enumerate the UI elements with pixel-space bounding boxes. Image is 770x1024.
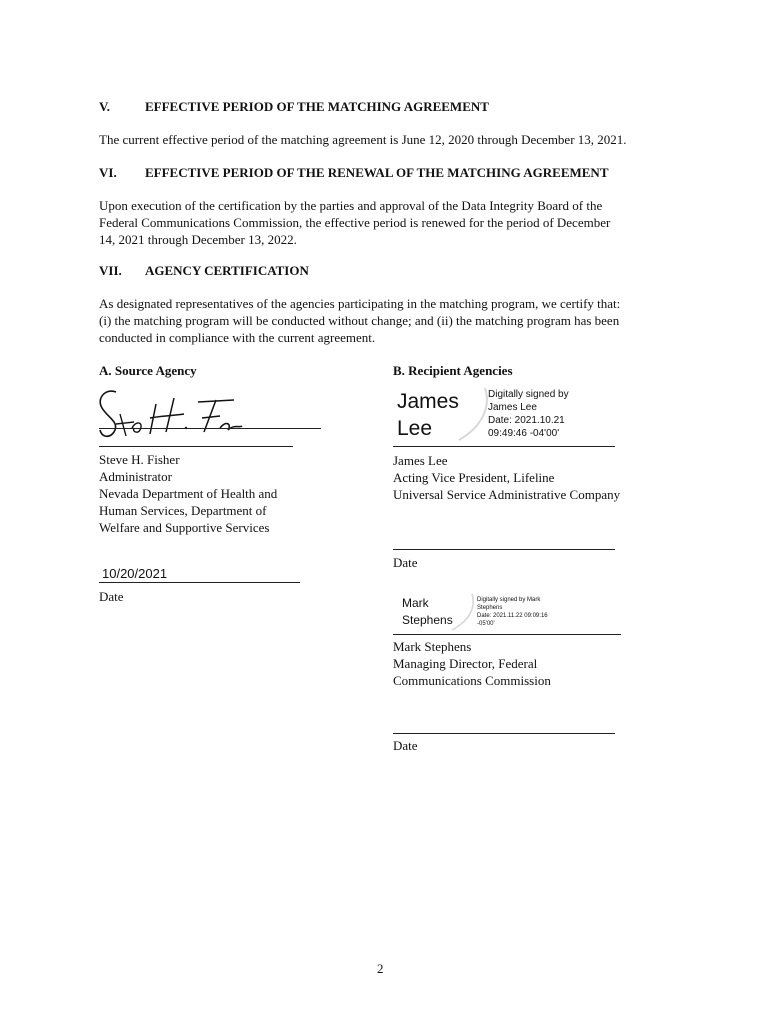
recipient1-signer-title: Acting Vice President, Lifeline bbox=[393, 470, 555, 485]
source-signer-org: Nevada Department of Health and bbox=[99, 486, 278, 501]
recipient1-date-label: Date bbox=[393, 555, 418, 570]
recipient2-signer-org: Communications Commission bbox=[393, 673, 551, 688]
source-signer-name: Steve H. Fisher bbox=[99, 452, 180, 467]
recipient1-signer-org: Universal Service Administrative Company bbox=[393, 487, 621, 502]
section-6-line: Federal Communications Commission, the effective period is renewed for the period of December bbox=[99, 215, 611, 230]
handwritten-signature bbox=[94, 384, 274, 444]
source-agency-heading: A. Source Agency bbox=[99, 363, 197, 378]
section-5-number: V. bbox=[99, 99, 110, 114]
recipient1-signer-name: James Lee bbox=[393, 453, 448, 468]
section-6-line: Upon execution of the certification by the parties and approval of the Data Integrity Board of the bbox=[99, 198, 603, 213]
source-signature-line bbox=[99, 428, 321, 429]
stamp-line: Stephens bbox=[477, 605, 503, 611]
source-signature-line bbox=[99, 446, 293, 447]
source-date-label: Date bbox=[99, 589, 124, 604]
digital-signature-last-name: Lee bbox=[397, 417, 433, 440]
digital-signature-james-lee bbox=[393, 386, 618, 442]
section-6-heading: EFFECTIVE PERIOD OF THE RENEWAL OF THE MATCHING AGREEMENT bbox=[145, 165, 609, 180]
stamp-line: Date: 2021.10.21 bbox=[488, 415, 565, 426]
recipient1-signature-line bbox=[393, 446, 615, 447]
digital-signature-first-name: Mark bbox=[402, 596, 429, 610]
stamp-line: 09:49:46 -04'00' bbox=[488, 428, 560, 439]
source-signer-org: Human Services, Department of bbox=[99, 503, 267, 518]
recipient2-date-label: Date bbox=[393, 738, 418, 753]
digital-signature-name bbox=[397, 388, 459, 442]
section-7-heading: AGENCY CERTIFICATION bbox=[145, 263, 309, 278]
recipient1-date-line bbox=[393, 549, 615, 550]
page-number: 2 bbox=[377, 961, 384, 976]
source-signer-title: Administrator bbox=[99, 469, 172, 484]
digital-signature-stamp bbox=[488, 388, 569, 440]
section-6-number: VI. bbox=[99, 165, 117, 180]
recipient2-signer-title: Managing Director, Federal bbox=[393, 656, 538, 671]
signature-swoosh-icon bbox=[453, 386, 493, 442]
stamp-line: Date: 2021.11.22 09:09:16 bbox=[477, 613, 548, 619]
recipient2-date-line bbox=[393, 733, 615, 734]
digital-signature-last-name: Stephens bbox=[402, 613, 453, 627]
stamp-line: Digitally signed by Mark bbox=[477, 597, 541, 603]
section-6-body bbox=[99, 197, 669, 248]
section-5-body: The current effective period of the matching agreement is June 12, 2020 through December 13, 2021. bbox=[99, 132, 627, 147]
source-signer-block bbox=[99, 451, 277, 536]
section-7-line: (i) the matching program will be conducted without change; and (ii) the matching program has been bbox=[99, 313, 620, 328]
section-7-body bbox=[99, 295, 669, 346]
recipient2-signer-name: Mark Stephens bbox=[393, 639, 472, 654]
stamp-line: James Lee bbox=[488, 402, 537, 413]
stamp-line: Digitally signed by bbox=[488, 389, 569, 400]
digital-signature-mark-stephens bbox=[393, 592, 623, 632]
digital-signature-name bbox=[402, 595, 453, 629]
recipient1-signer-block bbox=[393, 452, 620, 503]
digital-signature-stamp bbox=[477, 596, 548, 628]
section-6-line: 14, 2021 through December 13, 2022. bbox=[99, 232, 297, 247]
source-signer-org: Welfare and Supportive Services bbox=[99, 520, 270, 535]
section-7-line: conducted in compliance with the current agreement. bbox=[99, 330, 376, 345]
recipient2-signature-line bbox=[393, 634, 621, 635]
stamp-line: -05'00' bbox=[477, 621, 495, 627]
recipient-agencies-heading: B. Recipient Agencies bbox=[393, 363, 513, 378]
section-5-heading: EFFECTIVE PERIOD OF THE MATCHING AGREEMENT bbox=[145, 99, 489, 114]
source-date-value: 10/20/2021 bbox=[102, 566, 168, 581]
section-7-line: As designated representatives of the agencies participating in the matching program, we certify that: bbox=[99, 296, 621, 311]
section-7-number: VII. bbox=[99, 263, 122, 278]
source-date-line bbox=[99, 582, 300, 583]
digital-signature-first-name: James bbox=[397, 390, 459, 413]
recipient2-signer-block bbox=[393, 638, 551, 689]
